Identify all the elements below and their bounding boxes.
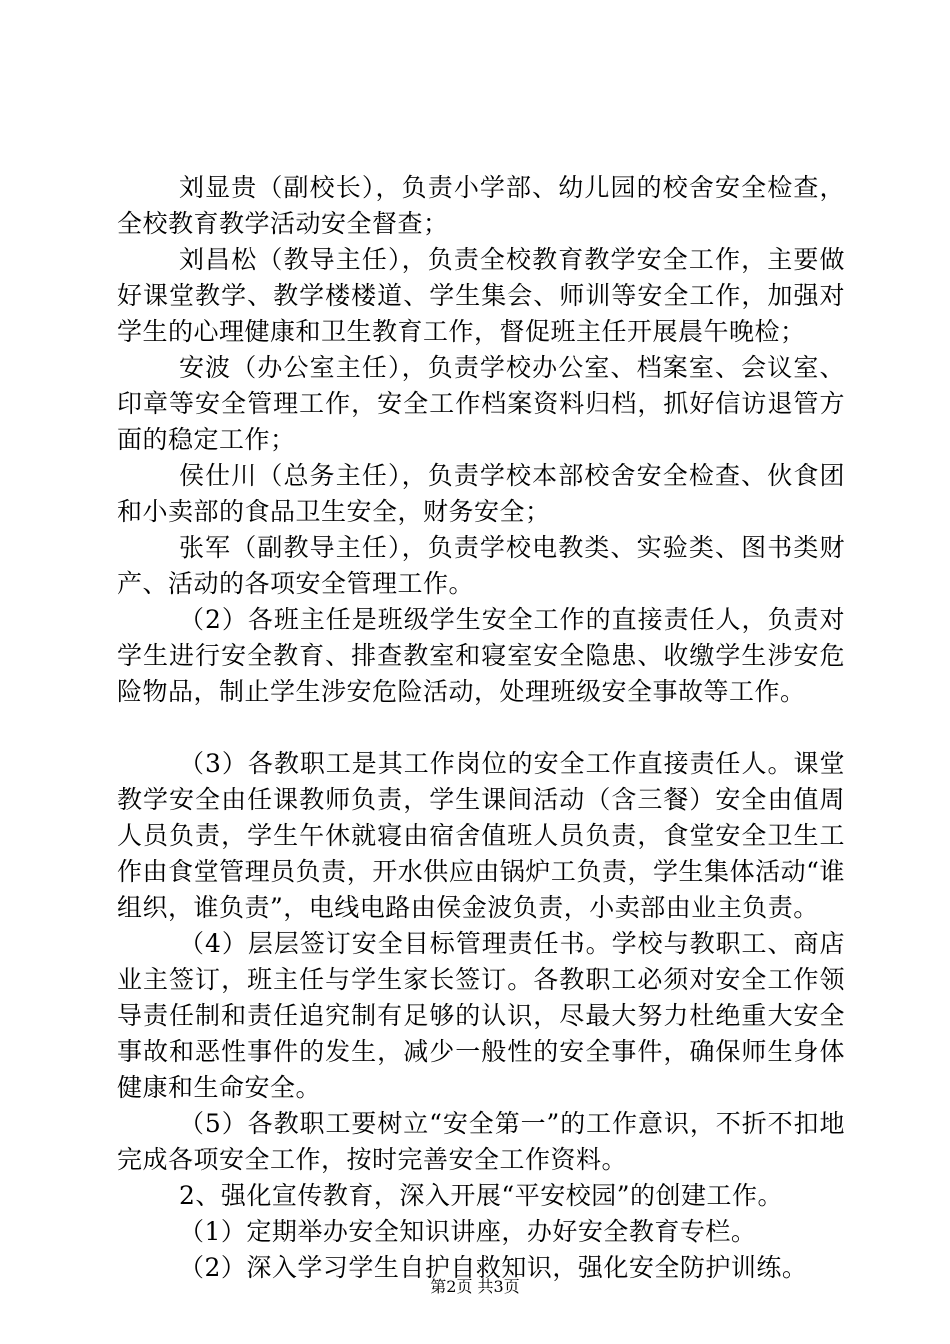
paragraph-item-2-class-teachers: （2）各班主任是班级学生安全工作的直接责任人，负责对学生进行安全教育、排查教室和寝室安全隐患、收缴学生涉安危险物品，制止学生涉安危险活动，处理班级安全事故等工作。: [117, 605, 845, 706]
paragraph-section-2-heading: 2、强化宣传教育，深入开展“平安校园”的创建工作。: [179, 1181, 783, 1210]
paragraph-item-4-responsibility: （4）层层签订安全目标管理责任书。学校与教职工、商店业主签订，班主任与学生家长签订。各教职工必须对安全工作领导责任制和责任追究制有足够的认识，尽最大努力杜绝重大安全事故和恶性事件的发生，减少一般性的安全事件，确保师生身体健康和生命安全。: [117, 929, 845, 1102]
paragraph-section-2-item-2: （2）深入学习学生自护自救知识，强化安全防护训练。: [179, 1253, 808, 1282]
paragraph-section-2-item-1: （1）定期举办安全知识讲座，办好安全教育专栏。: [179, 1217, 757, 1246]
paragraph-liu-xiangui: 刘显贵（副校长），负责小学部、幼儿园的校舍安全检查，全校教育教学活动安全督查；: [117, 173, 845, 238]
paragraph-item-3-staff: （3）各教职工是其工作岗位的安全工作直接责任人。课堂教学安全由任课教师负责，学生课间活动（含三餐）安全由值周人员负责，学生午休就寝由宿舍值班人员负责，食堂安全卫生工作由食堂管理员负责，开水供应由锅炉工负责，学生集体活动“谁组织，谁负责”，电线电路由侯金波负责，小卖部由业主负责。: [117, 749, 845, 922]
paragraph-zhang-jun: 张军（副教导主任），负责学校电教类、实验类、图书类财产、活动的各项安全管理工作。: [117, 533, 845, 598]
document-body: [117, 170, 845, 1286]
page-number-footer: 第2页 共3页: [430, 1277, 520, 1296]
paragraph-liu-changsong: 刘昌松（教导主任），负责全校教育教学安全工作，主要做好课堂教学、教学楼楼道、学生集会、师训等安全工作，加强对学生的心理健康和卫生教育工作，督促班主任开展晨午晚检；: [117, 245, 845, 346]
paragraph-item-5-safety-first: （5）各教职工要树立“安全第一”的工作意识，不折不扣地完成各项安全工作，按时完善安全工作资料。: [117, 1109, 845, 1174]
paragraph-hou-shichuan: 侯仕川（总务主任），负责学校本部校舍安全检查、伙食团和小卖部的食品卫生安全，财务安全；: [117, 461, 845, 526]
paragraph-an-bo: 安波（办公室主任），负责学校办公室、档案室、会议室、印章等安全管理工作，安全工作档案资料归档，抓好信访退管方面的稳定工作；: [117, 353, 845, 454]
